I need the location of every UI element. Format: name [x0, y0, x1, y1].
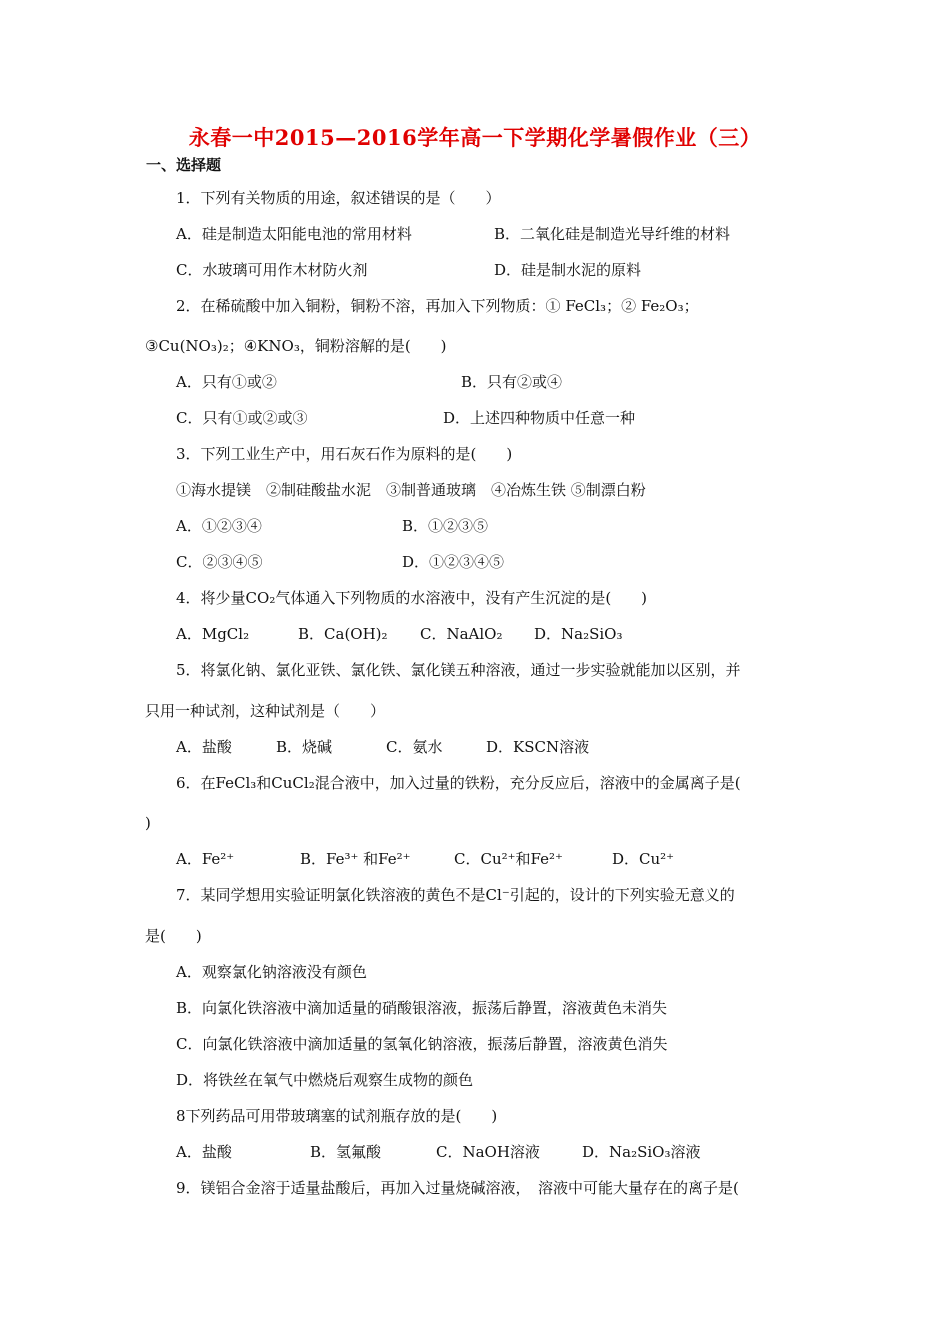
q6-option-b: B．Fe³⁺ 和Fe²⁺	[300, 850, 411, 868]
q7-option-a: A．观察氯化钠溶液没有颜色	[176, 963, 367, 981]
q3-option-a: A．①②③④	[176, 517, 262, 535]
q3-option-b: B．①②③⑤	[402, 517, 489, 535]
q8-option-b: B．氢氟酸	[310, 1143, 382, 1161]
q4-option-b: B．Ca(OH)₂	[298, 625, 388, 643]
q1-option-b: B．二氧化硅是制造光导纤维的材料	[494, 225, 731, 243]
page-title: 永春一中2015—2016学年高一下学期化学暑假作业（三）	[188, 125, 762, 150]
question-3-stem: 3．下列工业生产中，用石灰石作为原料的是( )	[176, 445, 513, 463]
question-1-stem: 1．下列有关物质的用途，叙述错误的是（ ）	[176, 189, 501, 207]
q4-option-d: D．Na₂SiO₃	[534, 625, 623, 643]
q2-option-b: B．只有②或④	[461, 373, 563, 391]
question-5-stem-cont: 只用一种试剂，这种试剂是（ ）	[145, 702, 386, 720]
question-7-stem-cont: 是( )	[145, 927, 202, 945]
q8-option-a: A．盐酸	[176, 1143, 232, 1161]
q6-option-d: D．Cu²⁺	[612, 850, 675, 868]
question-5-stem: 5．将氯化钠、氯化亚铁、氯化铁、氯化镁五种溶液，通过一步实验就能加以区别，并	[176, 661, 741, 679]
q4-option-c: C．NaAlO₂	[420, 625, 503, 643]
q3-option-d: D．①②③④⑤	[402, 553, 505, 571]
section-heading: 一、选择题	[146, 156, 222, 174]
question-3-items: ①海水提镁 ②制硅酸盐水泥 ③制普通玻璃 ④冶炼生铁 ⑤制漂白粉	[176, 481, 646, 499]
q8-option-c: C．NaOH溶液	[436, 1143, 540, 1161]
q7-option-d: D．将铁丝在氧气中燃烧后观察生成物的颜色	[176, 1071, 474, 1089]
question-6-stem: 6．在FeCl₃和CuCl₂混合液中，加入过量的铁粉，充分反应后，溶液中的金属离子是(	[176, 774, 741, 792]
question-2-stem: 2．在稀硫酸中加入铜粉，铜粉不溶，再加入下列物质：① FeCl₃；② Fe₂O₃；	[176, 297, 699, 315]
q4-option-a: A．MgCl₂	[176, 625, 250, 643]
q5-option-c: C．氨水	[386, 738, 443, 756]
q5-option-a: A．盐酸	[176, 738, 232, 756]
q1-option-a: A．硅是制造太阳能电池的常用材料	[176, 225, 412, 243]
q2-option-d: D．上述四种物质中任意一种	[443, 409, 636, 427]
q6-option-c: C．Cu²⁺和Fe²⁺	[454, 850, 563, 868]
q3-option-c: C．②③④⑤	[176, 553, 263, 571]
q5-option-d: D．KSCN溶液	[486, 738, 590, 756]
question-9-stem: 9．镁铝合金溶于适量盐酸后，再加入过量烧碱溶液， 溶液中可能大量存在的离子是(	[176, 1179, 739, 1197]
q8-option-d: D．Na₂SiO₃溶液	[582, 1143, 701, 1161]
q1-option-c: C．水玻璃可用作木材防火剂	[176, 261, 368, 279]
q2-option-a: A．只有①或②	[176, 373, 277, 391]
q1-option-d: D．硅是制水泥的原料	[494, 261, 642, 279]
q7-option-b: B．向氯化铁溶液中滴加适量的硝酸银溶液，振荡后静置，溶液黄色未消失	[176, 999, 668, 1017]
question-8-stem: 8下列药品可用带玻璃塞的试剂瓶存放的是( )	[176, 1107, 498, 1125]
question-2-stem-cont: ③Cu(NO₃)₂；④KNO₃，铜粉溶解的是( )	[145, 337, 447, 355]
q6-option-a: A．Fe²⁺	[176, 850, 235, 868]
q2-option-c: C．只有①或②或③	[176, 409, 308, 427]
question-6-stem-cont: )	[145, 814, 151, 832]
q5-option-b: B．烧碱	[276, 738, 333, 756]
q7-option-c: C．向氯化铁溶液中滴加适量的氢氧化钠溶液，振荡后静置，溶液黄色消失	[176, 1035, 668, 1053]
question-7-stem: 7．某同学想用实验证明氯化铁溶液的黄色不是Cl⁻引起的，设计的下列实验无意义的	[176, 886, 735, 904]
question-4-stem: 4．将少量CO₂气体通入下列物质的水溶液中，没有产生沉淀的是( )	[176, 589, 648, 607]
